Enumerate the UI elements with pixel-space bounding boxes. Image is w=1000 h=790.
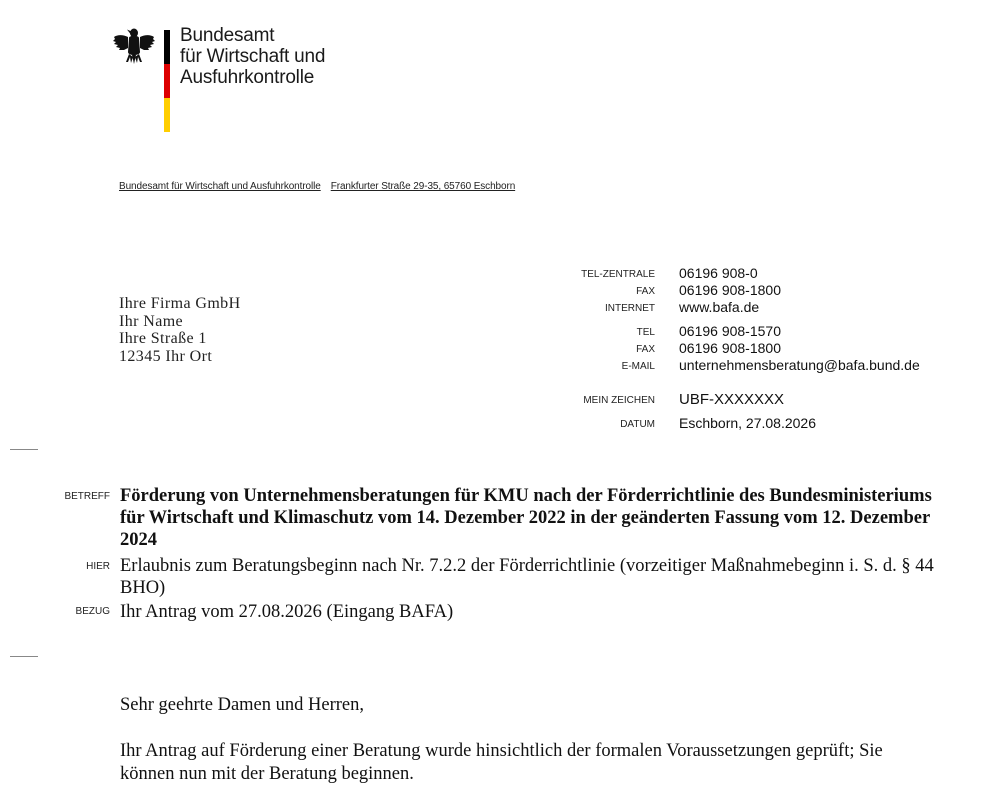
org-line-1: Bundesamt: [180, 25, 275, 46]
zeichen-label: MEIN ZEICHEN: [583, 395, 655, 406]
body-paragraph: Ihr Antrag auf Förderung einer Beratung wurde hinsichtlich der formalen Voraussetzungen geprüft; Sie können nun mit der Beratung beginnen.: [120, 741, 883, 784]
fold-mark-top: [10, 449, 38, 450]
recipient-street: Ihre Straße 1: [119, 330, 207, 347]
recipient-company: Ihre Firma GmbH: [119, 295, 241, 312]
contact-row-tel-zentrale: [560, 265, 980, 283]
email-label: E-MAIL: [621, 361, 655, 372]
fax-label: FAX: [636, 286, 655, 297]
contact-row-fax: [560, 282, 980, 300]
fold-mark-bottom: [10, 656, 38, 657]
recipient-address: [119, 295, 241, 365]
federal-eagle-icon: [112, 24, 156, 68]
internet-link[interactable]: www.bafa.de: [679, 299, 760, 315]
tel-label: TEL: [636, 327, 655, 338]
subject-text: Förderung von Unternehmensberatungen für KMU nach der Förderrichtlinie des Bundesministeriums für Wirtschaft und Klimaschutz vom 14. Dezember 2022 in der geänderten Fassung vom 12. Dezember 2024: [120, 486, 932, 550]
tel-zentrale-label: TEL-ZENTRALE: [581, 269, 655, 280]
internet-label: INTERNET: [605, 303, 655, 314]
sender-return-address: [119, 181, 515, 192]
bezug-text: Ihr Antrag vom 27.08.2026 (Eingang BAFA): [120, 602, 454, 622]
contact-row-tel: [560, 323, 980, 341]
organization-name: [180, 25, 325, 88]
org-line-2: für Wirtschaft und: [180, 46, 326, 67]
contact-row-fax2: [560, 340, 980, 358]
datum-label: DATUM: [620, 419, 655, 430]
salutation: Sehr geehrte Damen und Herren,: [120, 695, 364, 715]
tel-value: 06196 908-1570: [679, 323, 781, 339]
contact-row-zeichen: [560, 391, 980, 409]
contact-row-datum: [560, 415, 980, 433]
sender-name: Bundesamt für Wirtschaft und Ausfuhrkontrolle: [119, 181, 321, 192]
fax2-label: FAX: [636, 344, 655, 355]
tel-zentrale-value: 06196 908-0: [679, 265, 758, 281]
recipient-city: 12345 Ihr Ort: [119, 347, 213, 365]
contact-row-internet: [560, 299, 980, 317]
contact-row-email: [560, 357, 980, 375]
sender-address: Frankfurter Straße 29-35, 65760 Eschborn: [330, 181, 516, 192]
email-link[interactable]: unternehmensberatung@bafa.bund.de: [679, 357, 920, 373]
flag-gold-stripe: [164, 98, 170, 132]
datum-value: Eschborn, 27.08.2026: [679, 415, 816, 431]
german-flag-bar: [164, 30, 170, 132]
hier-text: Erlaubnis zum Beratungsbeginn nach Nr. 7.2.2 der Förderrichtlinie (vorzeitiger Maßnahmebeginn i. S. d. § 44 BHO): [120, 556, 934, 598]
flag-black-stripe: [164, 30, 170, 64]
bezug-label: BEZUG: [75, 606, 110, 617]
betreff-label: BETREFF: [64, 491, 110, 502]
recipient-name: Ihr Name: [119, 312, 184, 330]
zeichen-value: UBF-XXXXXXX: [679, 391, 785, 408]
org-line-3: Ausfuhrkontrolle: [180, 67, 315, 88]
fax-value: 06196 908-1800: [679, 282, 781, 298]
hier-label: HIER: [86, 561, 110, 572]
flag-red-stripe: [164, 64, 170, 98]
fax2-value: 06196 908-1800: [679, 340, 781, 356]
